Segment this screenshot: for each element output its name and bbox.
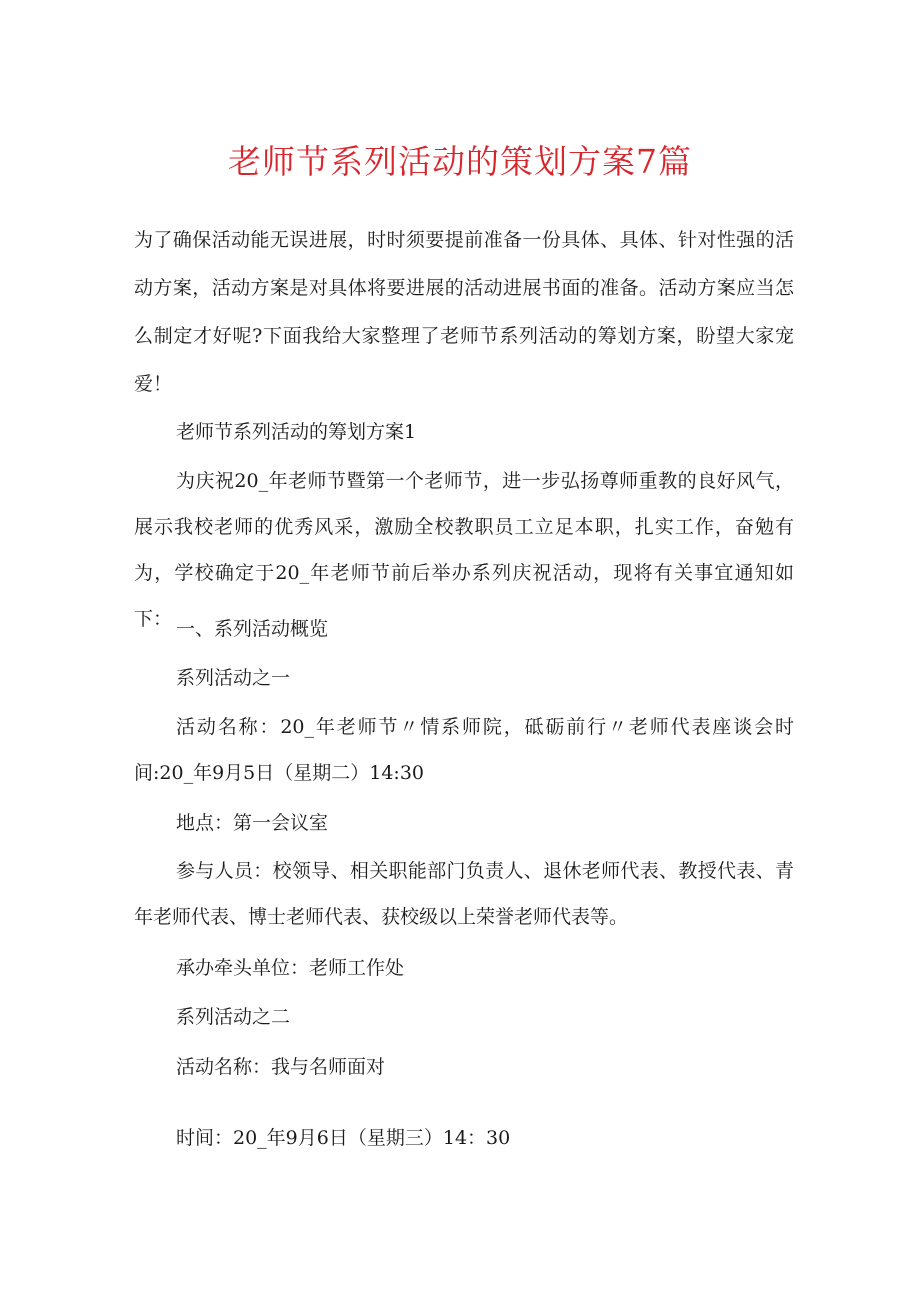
- activity1-label: 系列活动之一: [176, 667, 291, 689]
- activity1-name-time: 活动名称：20_年老师节〃情系师院，砥砺前行〃老师代表座谈会时间:20_年9月5日（星期二）14:30: [134, 716, 794, 784]
- section-paragraph: 为庆祝20_年老师节暨第一个老师节，进一步弘扬尊师重教的良好风气，展示我校老师的优秀风采，激励全校教职员工立足本职，扎实工作，奋勉有为，学校确定于20_年老师节前后举办系列庆祝活动，现将有关事宜通知如下：: [134, 470, 794, 630]
- section-heading: 老师节系列活动的筹划方案1: [176, 421, 417, 443]
- activity2-label: 系列活动之二: [176, 1006, 291, 1028]
- activity2-time: 时间：20_年9月6日（星期三）14：30: [176, 1127, 511, 1149]
- activity1-organizer: 承办牵头单位：老师工作处: [176, 957, 405, 979]
- intro-paragraph: 为了确保活动能无误进展，时时须要提前准备一份具体、具体、针对性强的活动方案，活动方案是对具体将要进展的活动进展书面的准备。活动方案应当怎么制定才好呢?下面我给大家整理了老师节系列活动的筹划方案，盼望大家宠爱！: [134, 229, 794, 395]
- activity2-name: 活动名称：我与名师面对: [176, 1056, 386, 1078]
- overview-heading: 一、系列活动概览: [176, 618, 329, 640]
- document-title: 老师节系列活动的策划方案7篇: [228, 142, 692, 181]
- activity1-location: 地点：第一会议室: [176, 812, 329, 834]
- activity1-participants: 参与人员：校领导、相关职能部门负责人、退休老师代表、教授代表、青年老师代表、博士老师代表、获校级以上荣誉老师代表等。: [134, 860, 794, 928]
